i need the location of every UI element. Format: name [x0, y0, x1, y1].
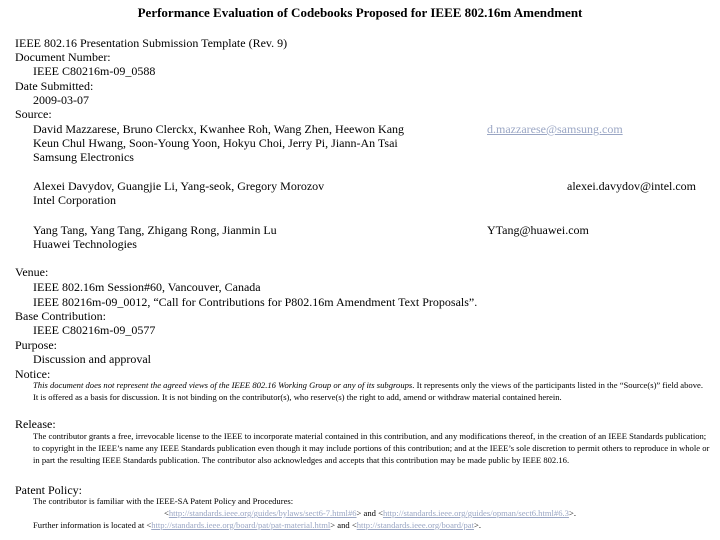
patent-line1-prefix: The contributor is familiar with the IEEE-SA Patent Policy and Procedures: — [33, 496, 294, 506]
release-label: Release: — [15, 417, 56, 431]
venue-label: Venue: — [15, 265, 49, 279]
date-submitted-label: Date Submitted: — [15, 79, 94, 93]
base-contribution-label: Base Contribution: — [15, 309, 106, 323]
source-names-samsung-2: Keun Chul Hwang, Soon-Young Yoon, Hokyu Choi, Jerry Pi, Jiann-An Tsai — [33, 136, 398, 150]
email-intel: alexei.davydov@intel.com — [567, 179, 697, 193]
venue-line1: IEEE 802.16m Session#60, Vancouver, Canada — [33, 280, 261, 294]
source-names-huawei: Yang Tang, Yang Tang, Zhigang Rong, Jianmin Lu — [33, 223, 277, 237]
notice-italic: This document does not represent the agreed views of the IEEE 802.16 Working Group or any of its subgroups — [33, 380, 413, 390]
venue-line2: IEEE 80216m-09_0012, “Call for Contributions for P802.16m Amendment Text Proposals”. — [33, 295, 478, 309]
patent-policy-label: Patent Policy: — [15, 483, 82, 497]
purpose-label: Purpose: — [15, 338, 57, 352]
patent-link-bylaws[interactable]: http://standards.ieee.org/guides/bylaws/sect6-7.html#6 — [168, 508, 357, 518]
notice-rest: . It represents only the views of the participants listed in the “Source(s)” field above. It is offered as a basis for discussion. It is not binding on the contributor(s), who reserve(s) the right to add, amend or withdraw material contained herein. — [33, 380, 703, 402]
base-contribution-value: IEEE C80216m-09_0577 — [33, 323, 156, 337]
patent-line2-prefix: Further information is located at — [33, 520, 145, 530]
patent-policy-line1: The contributor is familiar with the IEEE-SA Patent Policy and Procedures: <http://standards.ieee.org/guides/bylaws/sect6-7.html#6> and <http://standards.ieee.org/guides/opman/sect6.html#6.3>. — [33, 496, 576, 518]
email-huawei: YTang@huawei.com — [487, 223, 589, 237]
email-link-samsung[interactable]: d.mazzarese@samsung.com — [487, 122, 623, 136]
source-names-samsung-1: David Mazzarese, Bruno Clerckx, Kwanhee Roh, Wang Zhen, Heewon Kang — [33, 122, 405, 136]
notice-text — [33, 379, 709, 403]
patent-link-pat[interactable]: http://standards.ieee.org/board/pat — [356, 520, 474, 530]
template-label: IEEE 802.16 Presentation Submission Template (Rev. 9) — [15, 36, 288, 50]
source-org-huawei: Huawei Technologies — [33, 237, 137, 251]
notice-label: Notice: — [15, 367, 51, 381]
source-names-intel: Alexei Davydov, Guangjie Li, Yang-seok, Gregory Morozov — [33, 179, 325, 193]
source-label: Source: — [15, 107, 52, 121]
document-number-value: IEEE C80216m-09_0588 — [33, 64, 156, 78]
date-submitted-value: 2009-03-07 — [33, 93, 89, 107]
page-title: Performance Evaluation of Codebooks Proposed for IEEE 802.16m Amendment — [137, 5, 583, 20]
source-org-samsung: Samsung Electronics — [33, 150, 134, 164]
patent-link-material[interactable]: http://standards.ieee.org/board/pat/pat-material.html — [151, 520, 331, 530]
patent-link-opman[interactable]: http://standards.ieee.org/guides/opman/sect6.html#6.3 — [382, 508, 569, 518]
release-text: The contributor grants a free, irrevocable license to the IEEE to incorporate material contained in this contribution, and any modifications thereof, in the creation of an IEEE Standards publication; to copyright in the IEEE’s name any IEEE Standards publication even though it may include portions of this contribution; and at the IEEE’s sole discretion to permit others to reproduce in whole or in part the resulting IEEE Standards publication. The contributor also acknowledges and accepts that this contribution may be made public by IEEE 802.16. — [33, 431, 710, 465]
document-number-label: Document Number: — [15, 50, 111, 64]
source-org-intel: Intel Corporation — [33, 193, 116, 207]
patent-policy-line2: Further information is located at <http://standards.ieee.org/board/pat/pat-material.html> and <http://standards.ieee.org/board/pat>. — [33, 520, 481, 530]
purpose-value: Discussion and approval — [33, 352, 151, 366]
